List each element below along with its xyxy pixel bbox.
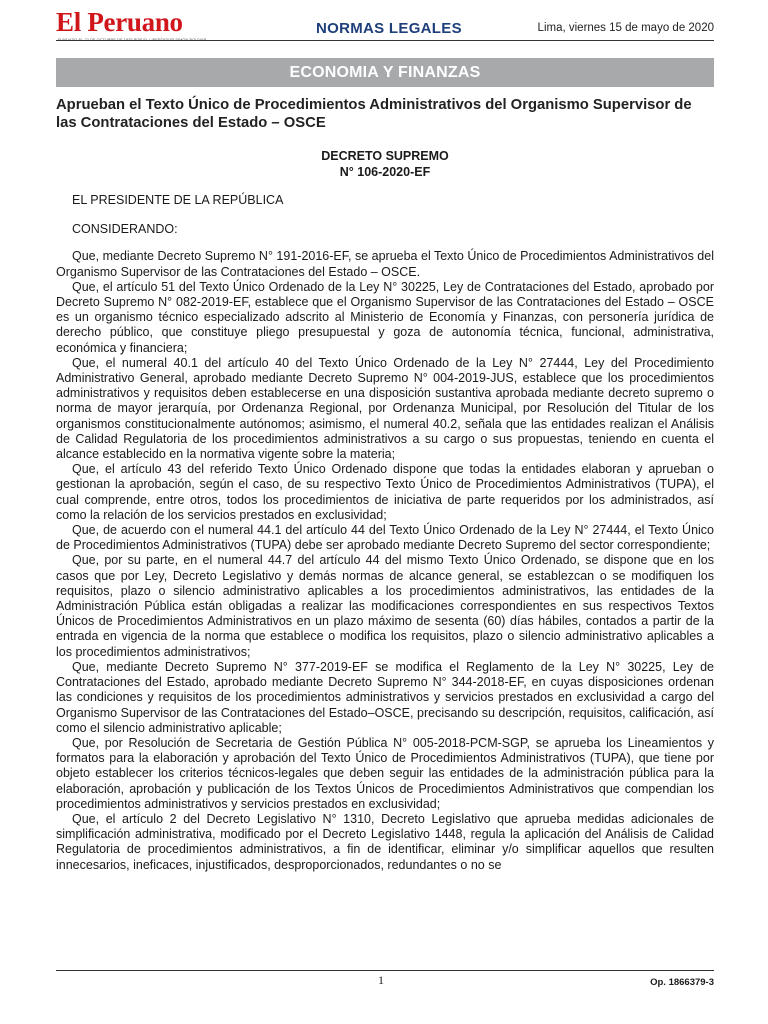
section-name: NORMAS LEGALES	[316, 20, 462, 37]
considerando-heading: CONSIDERANDO:	[72, 222, 178, 237]
paragraph: Que, el numeral 40.1 del artículo 40 del Texto Único Ordenado de la Ley N° 27444, Ley del Procedimiento Administrativo General, aprobado mediante Decreto Supremo N° 004-2019-JUS, establece que los procedimientos administrativos y requisitos deben establecerse en una disposición sustantiva aprobada mediante decreto supremo o norma de mayor jerarquía, por Ordenanza Regional, por Ordenanza Municipal, por Resolución del Titular de los organismos constitucionalmente autónomos; asimismo, el numeral 40.2, señala que las entidades realizan el Análisis de Calidad Regulatoria de los procedimientos administrativos a su cargo o sus propuestas, teniendo en cuenta el alcance establecido en la normativa vigente sobre la materia;	[56, 355, 714, 462]
paragraph: Que, de acuerdo con el numeral 44.1 del artículo 44 del Texto Único Ordenado de la Ley N° 27444, el Texto Único de Procedimientos Administrativos (TUPA) debe ser aprobado mediante Decreto Supremo del sector correspondiente;	[56, 523, 714, 553]
sector-band: ECONOMIA Y FINANZAS	[56, 58, 714, 87]
paragraph: Que, mediante Decreto Supremo N° 377-2019-EF se modifica el Reglamento de la Ley N° 30225, Ley de Contrataciones del Estado, aprobado mediante Decreto Supremo N° 344-2018-EF, en cuyas disposiciones ordenan las condiciones y requisitos de los procedimientos administrativos y servicios prestados en exclusividad a cargo del Organismo Supervisor de las Contrataciones del Estado–OSCE, precisando su descripción, requisitos, calificación, así como el silencio administrativo aplicable;	[56, 659, 714, 735]
operation-number: Op. 1866379-3	[650, 977, 714, 988]
publication-date: Lima, viernes 15 de mayo de 2020	[537, 22, 714, 34]
article-headline: Aprueban el Texto Único de Procedimientos Administrativos del Organismo Supervisor de las Contrataciones del Estado – OSCE	[56, 97, 692, 131]
decree-heading	[56, 148, 714, 180]
paragraph: Que, por su parte, en el numeral 44.7 del artículo 44 del mismo Texto Único Ordenado, se dispone que en los casos que por Ley, Decreto Legislativo y demás normas de alcance general, se establezcan o se modifiquen los requisitos, plazo o silencio administrativo aplicables a los procedimientos administrativos, las entidades de la Administración Pública están obligadas a realizar las modificaciones correspondientes en sus respectivos Textos Únicos de Procedimientos Administrativos en un plazo máximo de sesenta (60) días hábiles, contados a partir de la entrada en vigencia de la norma que establece o modifica los requisitos, plazo o silencio administrativo aplicables a los procedimientos administrativos;	[56, 553, 714, 659]
paragraph: Que, por Resolución de Secretaria de Gestión Pública N° 005-2018-PCM-SGP, se aprueba los Lineamientos y formatos para la elaboración y aprobación del Texto Único de Procedimientos Administrativos (TUPA), que tiene por objeto establecer los criterios técnicos-legales que deben seguir las entidades de la administración pública para la elaboración, aprobación y publicación de los Textos Únicos de Procedimientos Administrativos que compendian los procedimientos administrativos y servicios prestados en exclusividad;	[56, 735, 714, 811]
footer-divider	[56, 970, 714, 971]
president-line: EL PRESIDENTE DE LA REPÚBLICA	[72, 193, 284, 207]
decree-title: DECRETO SUPREMO	[321, 149, 449, 163]
paragraph: Que, el artículo 2 del Decreto Legislativo N° 1310, Decreto Legislativo que aprueba medidas adicionales de simplificación administrativa, modificado por el Decreto Legislativo 1448, regula la aplicación del Análisis de Calidad Regulatoria de procedimientos administrativos, a fin de identificar, eliminar y/o simplificar aquellos que resulten innecesarios, ineficaces, injustificados, desproporcionados, redundantes o no se	[56, 811, 714, 872]
paragraph: Que, el artículo 51 del Texto Único Ordenado de la Ley N° 30225, Ley de Contrataciones del Estado, aprobado por Decreto Supremo N° 082-2019-EF, establece que el Organismo Supervisor de las Contrataciones del Estado – OSCE es un organismo técnico especializado adscrito al Ministerio de Economía y Finanzas, con personería jurídica de derecho público, que constituye pliego presupuestal y goza de autonomía técnica, funcional, administrativa, económica y financiera;	[56, 279, 714, 355]
decree-body	[56, 193, 714, 873]
page-number: 1	[378, 973, 384, 987]
newspaper-logo: El Peruano	[56, 7, 183, 37]
header-divider	[56, 40, 714, 41]
paragraph: Que, mediante Decreto Supremo N° 191-2016-EF, se aprueba el Texto Único de Procedimientos Administrativos del Organismo Supervisor de las Contrataciones del Estado – OSCE.	[56, 249, 714, 279]
paragraph: Que, el artículo 43 del referido Texto Único Ordenado dispone que todas la entidades elaboran y aprueban o gestionan la aprobación, según el caso, de su respectivo Texto Único de Procedimientos Administrativos (TUPA), el cual comprende, entre otros, todos los procedimientos de iniciativa de parte requeridos por los administrados, así como la relación de los servicios prestados en exclusividad;	[56, 462, 714, 522]
page-header	[56, 8, 714, 50]
decree-number: N° 106-2020-EF	[339, 165, 431, 179]
